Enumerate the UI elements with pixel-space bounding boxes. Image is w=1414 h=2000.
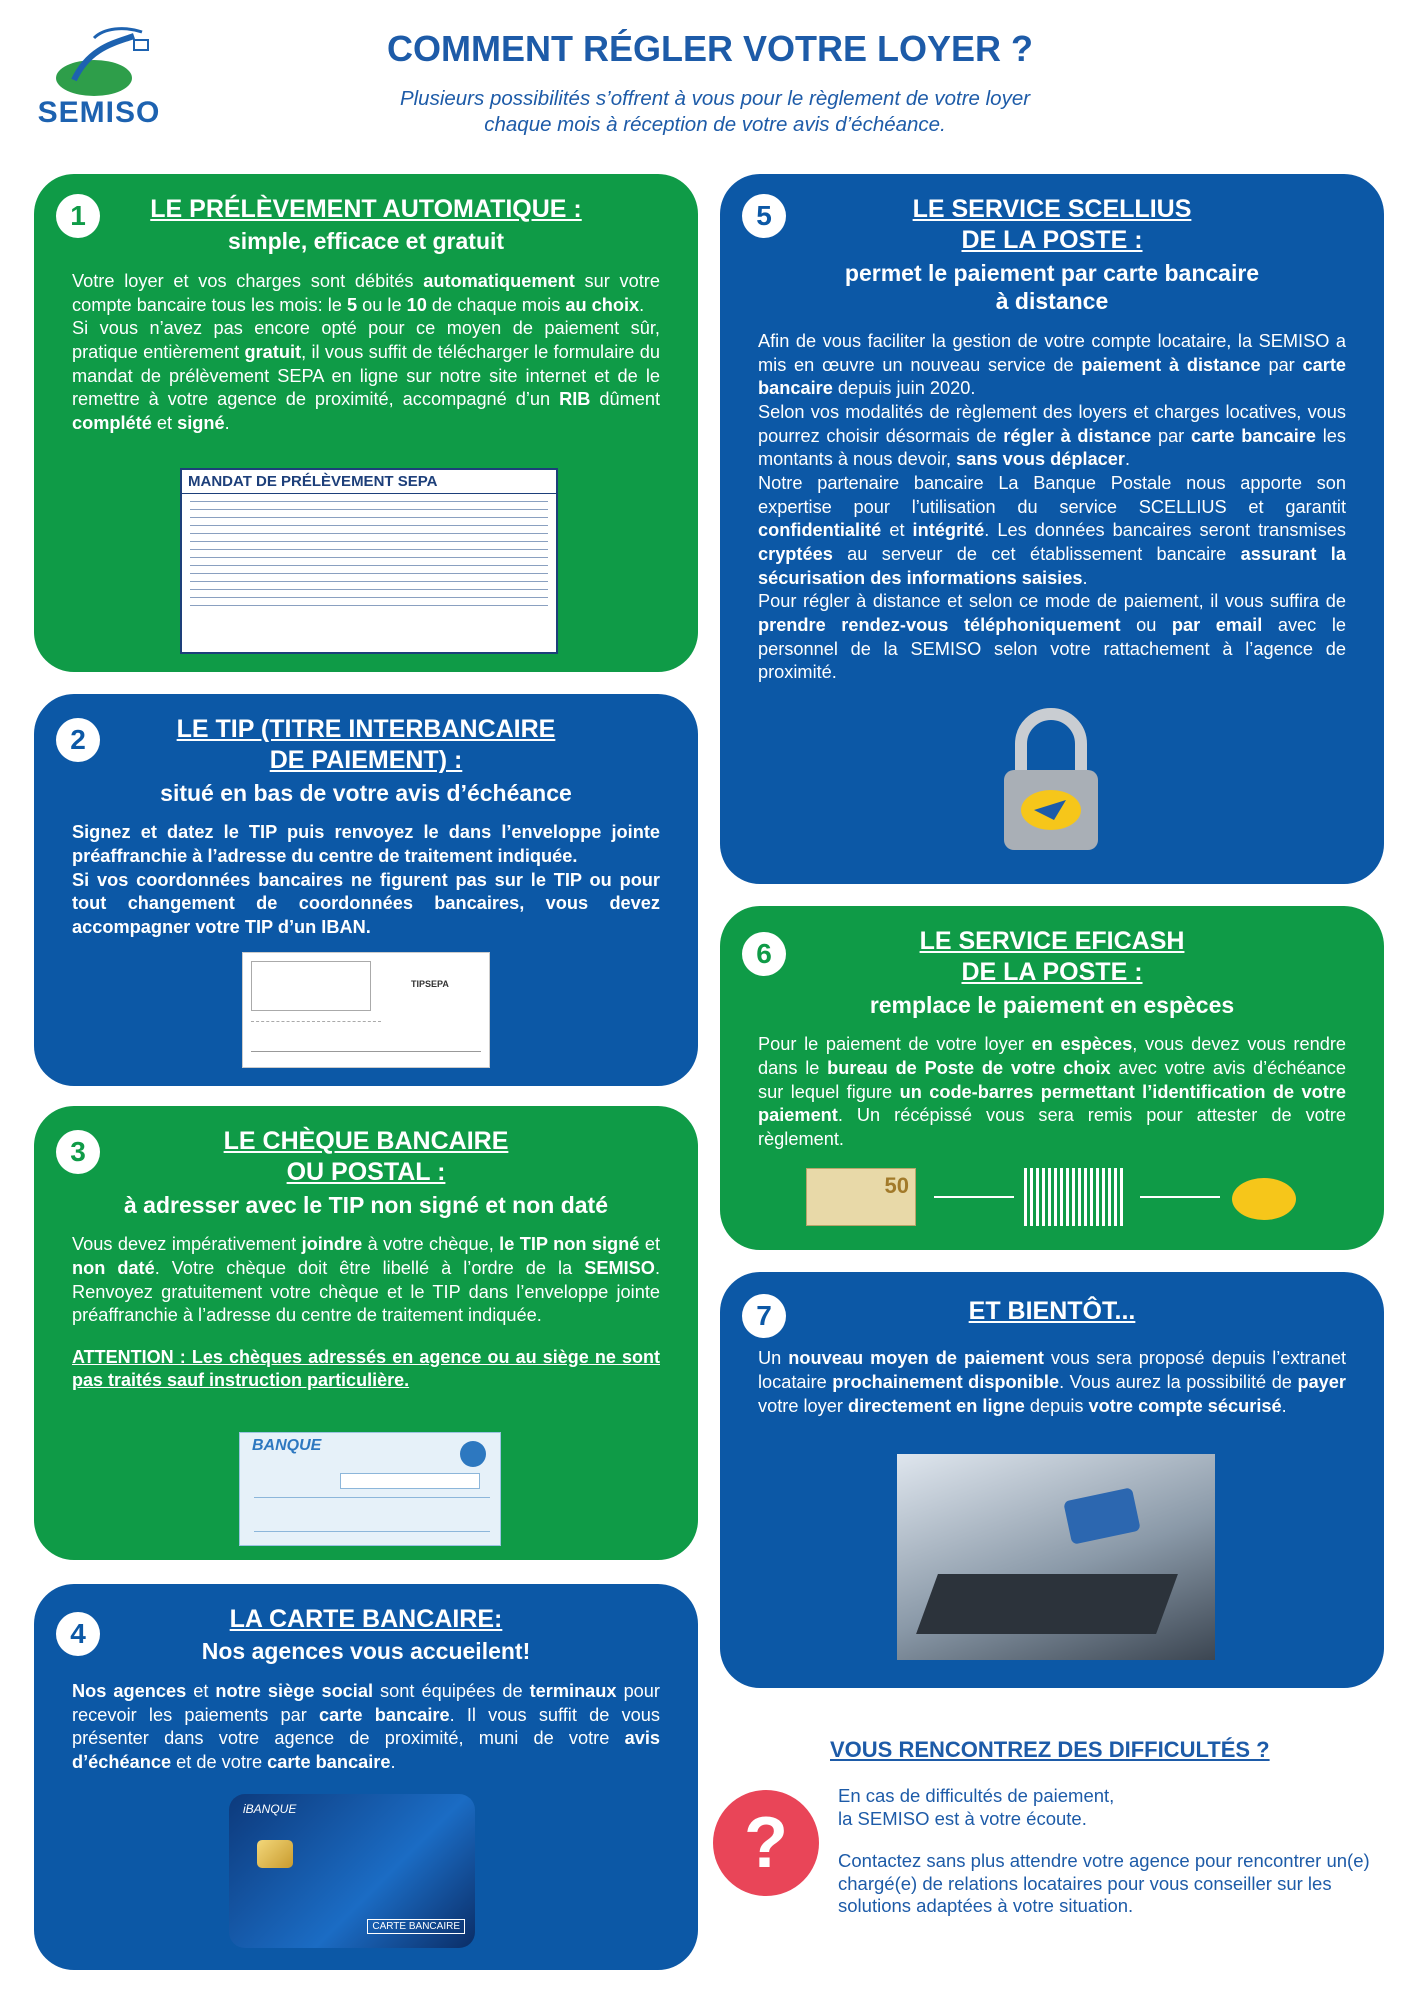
body-paragraph — [758, 330, 1346, 401]
body-paragraph — [72, 1680, 660, 1775]
emphasis-text: assurant la sécurisation des informations saisies — [758, 543, 1346, 588]
emphasis-text: votre compte sécurisé — [1088, 1395, 1282, 1416]
tip-document-image — [242, 952, 490, 1068]
emphasis-text: SEMISO — [584, 1257, 655, 1278]
panel-eficash — [720, 906, 1384, 1250]
padlock-icon — [996, 704, 1106, 854]
body-text: . — [390, 1751, 396, 1772]
body-text: . Renvoyez gratuitement votre chèque et le TIP dans l’enveloppe jointe préaffranchie à l’adresse du centre de traitement indiquée. — [72, 1257, 660, 1326]
subtitle-line-2: chaque mois à réception de votre avis d’échéance. — [484, 112, 946, 136]
bank-card-image — [229, 1794, 475, 1948]
body-text: . — [1125, 449, 1131, 470]
emphasis-text: avis d’échéance — [72, 1728, 660, 1772]
emphasis-text: terminaux — [529, 1681, 617, 1701]
body-paragraph — [758, 401, 1346, 472]
body-text: à votre chèque, — [362, 1234, 500, 1255]
emphasis-text: paiement à distance — [1081, 354, 1261, 375]
panel-subtitle: situé en bas de votre avis d’échéance — [160, 779, 572, 806]
panel-subtitle-line-1: permet le paiement par carte bancaire — [844, 259, 1260, 286]
body-text: avec votre avis d’échéance sur lequel figure — [758, 1057, 1346, 1102]
bank-card-label: iBANQUE — [243, 1802, 297, 1816]
panel-title-line-1: LE CHÈQUE BANCAIRE — [223, 1127, 509, 1155]
panel-subtitle: remplace le paiement en espèces — [869, 991, 1235, 1018]
panel-title — [72, 714, 660, 777]
emphasis-text: intégrité — [912, 520, 985, 541]
emphasis-text: datez — [167, 822, 214, 843]
body-text: pour recevoir les paiements par — [72, 1681, 660, 1725]
help-title: VOUS RENCONTREZ DES DIFFICULTÉS ? — [830, 1737, 1270, 1762]
barcode-icon — [1024, 1168, 1124, 1226]
arrow-icon — [1140, 1196, 1220, 1198]
emphasis-text: au choix — [565, 294, 640, 315]
sepa-mandate-image — [180, 468, 558, 654]
panel-cheque — [34, 1106, 698, 1560]
panel-title: ET BIENTÔT... — [968, 1297, 1136, 1325]
panel-number: 4 — [56, 1612, 100, 1656]
panel-subtitle — [758, 259, 1346, 317]
page-subtitle — [300, 86, 1130, 137]
panel-title-line-1: LE SERVICE SCELLIUS — [912, 195, 1192, 223]
panel-title-line-2: DE LA POSTE : — [961, 226, 1143, 255]
body-text: dûment — [590, 389, 660, 410]
brand-name: SEMISO — [37, 96, 161, 129]
body-text: . Un récépissé vous sera remis pour attester de votre règlement. — [758, 1105, 1346, 1149]
panel-body — [758, 1033, 1346, 1151]
body-paragraph — [72, 869, 660, 940]
body-text: et — [186, 1681, 216, 1701]
semiso-logo — [34, 18, 164, 138]
help-line-1: En cas de difficultés de paiement, — [838, 1785, 1115, 1806]
panel-body — [72, 1233, 660, 1328]
body-text: depuis juin 2020. — [832, 378, 976, 399]
panel-title: LE PRÉLÈVEMENT AUTOMATIQUE : — [150, 195, 582, 223]
body-paragraph — [72, 317, 660, 435]
question-icon: ? — [713, 1790, 819, 1896]
panel-title-line-1: LE TIP (TITRE INTERBANCAIRE — [176, 715, 556, 743]
page-title: COMMENT RÉGLER VOTRE LOYER ? — [386, 28, 1033, 69]
body-text: par — [1260, 354, 1303, 375]
panel-subtitle: Nos agences vous accueilent! — [201, 1638, 531, 1665]
body-text: . — [1082, 567, 1088, 588]
panel-prelevement — [34, 174, 698, 672]
emphasis-text: régler à distance — [1003, 425, 1152, 446]
body-text: sont équipées de — [373, 1681, 530, 1701]
emphasis-text: prochainement disponible — [832, 1371, 1060, 1392]
body-text: Afin de vous faciliter la gestion de votre compte locataire, la SEMISO a mis en œuvre un nouveau service de — [758, 331, 1346, 375]
body-text: votre loyer — [758, 1395, 848, 1416]
body-text: , vous devez vous rendre dans le — [758, 1034, 1346, 1078]
body-text: par — [1151, 425, 1191, 446]
logo-graphic — [34, 18, 164, 98]
body-paragraph — [72, 821, 660, 868]
attention-note: ATTENTION : Les chèques adressés en agence ou au siège ne sont pas traités sauf instruction particulière. — [72, 1346, 660, 1391]
arrow-icon — [934, 1196, 1014, 1198]
body-text: et — [130, 822, 168, 843]
subtitle-line-1: Plusieurs possibilités s’offrent à vous pour le règlement de votre loyer — [399, 87, 1031, 110]
panel-body — [758, 330, 1346, 685]
body-text: ou — [1120, 614, 1172, 635]
body-text: . — [639, 294, 645, 315]
emphasis-text: Nos agences — [72, 1681, 187, 1701]
body-text: Selon vos modalités de règlement des loyers et charges locatives, vous pourrez choisir désormais de — [758, 401, 1346, 446]
body-text: avec le personnel de la SEMISO selon votre rattachement à l’agence de proximité. — [758, 614, 1346, 683]
help-paragraph-2: Contactez sans plus attendre votre agence pour rencontrer un(e) chargé(e) de relations locataires pour vous conseiller sur les solutions adaptées à votre situation. — [838, 1850, 1370, 1917]
emphasis-text: carte bancaire — [758, 354, 1346, 399]
emphasis-text: complété — [72, 412, 152, 433]
emphasis-text: 5 — [346, 294, 358, 315]
emphasis-text: le TIP non signé — [499, 1234, 640, 1255]
body-text: et de votre — [171, 1751, 268, 1772]
emphasis-text: en espèces — [1031, 1034, 1133, 1055]
emphasis-text: sans vous déplacer — [956, 449, 1125, 470]
panel-title — [72, 1126, 660, 1189]
body-text: et — [151, 412, 178, 433]
body-paragraph — [72, 270, 660, 317]
emphasis-text: par email — [1171, 614, 1263, 635]
la-poste-logo-icon — [1232, 1178, 1296, 1220]
body-text: sur votre compte bancaire tous les mois: le — [72, 271, 660, 315]
body-text: . Votre chèque doit être libellé à l’ordre de la — [154, 1257, 585, 1278]
panel-title: LA CARTE BANCAIRE: — [229, 1605, 503, 1633]
body-paragraph — [758, 590, 1346, 685]
sepa-mandate-label: MANDAT DE PRÉLÈVEMENT SEPA — [182, 470, 556, 494]
panel-body — [72, 1680, 660, 1775]
body-paragraph — [758, 1347, 1346, 1418]
banknote-image — [806, 1168, 916, 1226]
emphasis-text: gratuit — [244, 341, 302, 362]
panel-title-line-1: LE SERVICE EFICASH — [919, 927, 1185, 955]
emphasis-text: 10 — [406, 294, 427, 315]
body-text: le TIP puis renvoyez le dans l’enveloppe jointe préaffranchie à l’adresse du centre de traitement indiquée. — [72, 822, 660, 866]
emphasis-text: payer — [1297, 1371, 1346, 1392]
emphasis-text: notre siège social — [215, 1681, 374, 1701]
panel-body — [758, 1347, 1346, 1418]
emphasis-text: carte bancaire — [319, 1704, 450, 1725]
emphasis-text: directement en ligne — [847, 1395, 1025, 1416]
body-text: . — [1281, 1395, 1287, 1416]
body-text: depuis — [1024, 1395, 1089, 1416]
body-paragraph — [758, 472, 1346, 590]
emphasis-text: automatiquement — [423, 271, 575, 291]
body-text: , il vous suffit de télécharger le formulaire du mandat de prélèvement SEPA en ligne sur notre site internet et de le remettre à votre agence de proximité, accompagné d’un — [72, 341, 660, 410]
card-type-label: CARTE BANCAIRE — [367, 1919, 465, 1934]
body-text: vous sera proposé depuis l’extranet locataire — [758, 1348, 1346, 1392]
panel-number: 3 — [56, 1130, 100, 1174]
panel-body — [72, 270, 660, 436]
emphasis-text: Si vos coordonnées bancaires ne figurent pas sur le TIP ou pour tout changement de coordonnées bancaires, vous devez accompagner votre TIP d’un IBAN. — [72, 869, 660, 937]
panel-title — [758, 194, 1346, 257]
emphasis-text: un code-barres permettant l’identification de votre paiement — [758, 1081, 1346, 1126]
emphasis-text: RIB — [559, 389, 591, 410]
panel-bientot — [720, 1272, 1384, 1688]
emphasis-text: Signez — [72, 822, 131, 843]
emphasis-text: carte bancaire — [1190, 425, 1317, 446]
body-text: Si vous n’avez pas encore opté pour ce moyen de paiement sûr, pratique entièrement — [72, 318, 660, 362]
panel-number: 5 — [742, 194, 786, 238]
body-text: de chaque mois — [426, 294, 566, 315]
body-text: Votre loyer et vos charges sont débités — [72, 271, 424, 291]
panel-title-line-2: DE LA POSTE : — [961, 958, 1143, 987]
panel-body — [72, 821, 660, 939]
emphasis-text: non daté — [72, 1257, 155, 1278]
emphasis-text: bureau de Poste de votre choix — [827, 1057, 1111, 1078]
body-text: Notre partenaire bancaire La Banque Postale nous apporte son expertise pour l’utilisation du service SCELLIUS et garantit — [758, 472, 1346, 517]
body-text: ou le — [357, 294, 407, 315]
panel-title-line-2: DE PAIEMENT) : — [269, 746, 463, 775]
body-text: et — [881, 520, 913, 541]
body-text: . — [224, 412, 230, 433]
panel-scellius — [720, 174, 1384, 884]
panel-subtitle: à adresser avec le TIP non signé et non daté — [123, 1191, 609, 1218]
tip-document-label: TIPSEPA — [411, 979, 449, 989]
panel-title — [758, 926, 1346, 989]
emphasis-text: signé — [177, 412, 225, 433]
card-chip — [257, 1840, 293, 1868]
cheque-image — [239, 1432, 501, 1546]
emphasis-text: joindre — [301, 1234, 363, 1255]
body-text: les montants à nous devoir, — [758, 425, 1346, 470]
body-text: Un — [758, 1348, 789, 1369]
panel-number: 1 — [56, 194, 100, 238]
body-text: Pour régler à distance et selon ce mode de paiement, il vous suffira de — [758, 591, 1346, 612]
help-line-2: la SEMISO est à votre écoute. — [838, 1807, 1087, 1829]
panel-title-line-2: OU POSTAL : — [286, 1158, 446, 1187]
banknote-value: 50 — [884, 1173, 909, 1198]
body-text: . Il vous suffit de vous présenter dans votre agence de proximité, muni de votre — [72, 1704, 661, 1749]
emphasis-text: carte bancaire — [267, 1751, 391, 1772]
panel-carte-bancaire — [34, 1584, 698, 1970]
body-text: Vous devez impérativement — [72, 1234, 302, 1255]
emphasis-text: cryptées — [758, 543, 833, 564]
body-text: et — [639, 1234, 660, 1255]
panel-subtitle: simple, efficace et gratuit — [227, 228, 505, 255]
panel-subtitle-line-2: à distance — [995, 288, 1109, 315]
body-text: . Les données bancaires seront transmises — [984, 520, 1347, 541]
panel-number: 6 — [742, 932, 786, 976]
panel-tip — [34, 694, 698, 1086]
body-paragraph — [758, 1033, 1346, 1151]
cheque-bank-label: BANQUE — [252, 1437, 322, 1454]
panel-number: 2 — [56, 718, 100, 762]
emphasis-text: confidentialité — [758, 520, 882, 541]
body-text: Pour le paiement de votre loyer — [758, 1034, 1032, 1055]
body-text: au serveur de cet établissement bancaire — [832, 543, 1241, 564]
laptop-payment-photo — [897, 1454, 1215, 1660]
body-text: . Vous aurez la possibilité de — [1059, 1371, 1298, 1392]
emphasis-text: nouveau moyen de paiement — [788, 1348, 1044, 1369]
panel-number: 7 — [742, 1294, 786, 1338]
body-paragraph — [72, 1233, 660, 1328]
help-text — [838, 1785, 1378, 1938]
emphasis-text: prendre rendez-vous téléphoniquement — [758, 614, 1121, 635]
